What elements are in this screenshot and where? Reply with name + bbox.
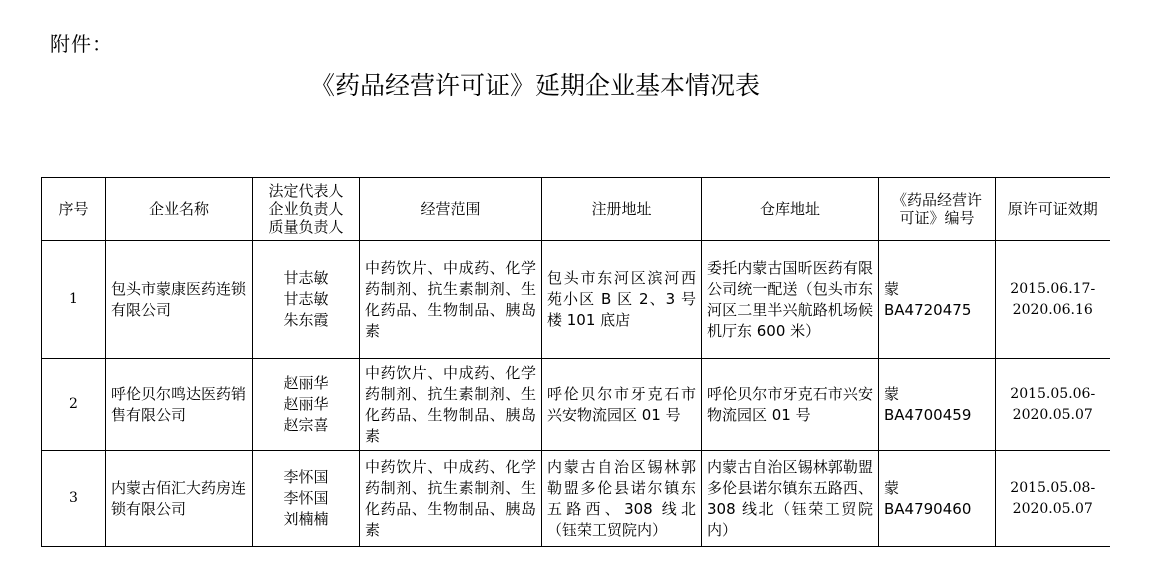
person-name: 赵丽华 xyxy=(283,374,329,392)
cell-license-no: 蒙 BA4720475 xyxy=(879,241,996,359)
person-name: 甘志敏 xyxy=(283,290,329,308)
header-persons xyxy=(253,178,360,241)
cell-scope: 中药饮片、中成药、化学药制剂、抗生素制剂、生化药品、生物制品、胰岛素 xyxy=(360,451,542,547)
cell-company: 包头市蒙康医药连锁有限公司 xyxy=(106,241,253,359)
person-name: 朱东霞 xyxy=(283,311,329,329)
table-row xyxy=(42,451,1110,547)
header-license-line: 可证》编号 xyxy=(899,209,975,227)
validity-start: 2015.05.06- xyxy=(1010,385,1096,402)
cell-seq: 3 xyxy=(42,451,106,547)
header-warehouse: 仓库地址 xyxy=(702,178,879,241)
cell-persons xyxy=(253,359,360,451)
person-name: 刘楠楠 xyxy=(283,510,329,528)
cell-license-no: 蒙 BA4790460 xyxy=(879,451,996,547)
cell-seq: 2 xyxy=(42,359,106,451)
cell-scope: 中药饮片、中成药、化学药制剂、抗生素制剂、生化药品、生物制品、胰岛素 xyxy=(360,359,542,451)
attachment-label: 附件： xyxy=(50,32,113,56)
cell-reg-address: 内蒙古自治区锡林郭勒盟多伦县诺尔镇东五路西、308 线北（钰荣工贸院内） xyxy=(542,451,702,547)
enterprise-info-table xyxy=(41,177,1110,547)
cell-license-no: 蒙 BA4700459 xyxy=(879,359,996,451)
cell-seq: 1 xyxy=(42,241,106,359)
validity-end: 2020.05.07 xyxy=(1012,406,1093,423)
cell-reg-address: 包头市东河区滨河西苑小区 B 区 2、3 号楼 101 底店 xyxy=(542,241,702,359)
table-row xyxy=(42,241,1110,359)
header-license-line: 《药品经营许 xyxy=(891,191,982,209)
validity-end: 2020.06.16 xyxy=(1012,301,1093,318)
cell-company: 内蒙古佰汇大药房连锁有限公司 xyxy=(106,451,253,547)
header-company: 企业名称 xyxy=(106,178,253,241)
person-name: 李怀国 xyxy=(283,468,329,486)
person-name: 赵丽华 xyxy=(283,395,329,413)
person-name: 赵宗喜 xyxy=(283,416,329,434)
cell-persons xyxy=(253,241,360,359)
cell-warehouse: 呼伦贝尔市牙克石市兴安物流园区 01 号 xyxy=(702,359,879,451)
document-title: 《药品经营许可证》延期企业基本情况表 xyxy=(309,71,760,100)
validity-end: 2020.05.07 xyxy=(1012,500,1093,517)
person-name: 李怀国 xyxy=(283,489,329,507)
header-persons-line: 法定代表人 xyxy=(268,182,344,200)
cell-warehouse: 内蒙古自治区锡林郭勒盟多伦县诺尔镇东五路西、308 线北（钰荣工贸院内） xyxy=(702,451,879,547)
header-row xyxy=(42,178,1110,241)
validity-start: 2015.05.08- xyxy=(1010,479,1096,496)
cell-warehouse: 委托内蒙古国昕医药有限公司统一配送（包头市东河区二里半兴航路机场候机厅东 600 米） xyxy=(702,241,879,359)
cell-validity xyxy=(996,451,1110,547)
header-validity: 原许可证效期 xyxy=(996,178,1110,241)
header-reg-address: 注册地址 xyxy=(542,178,702,241)
cell-validity xyxy=(996,241,1110,359)
cell-validity xyxy=(996,359,1110,451)
cell-persons xyxy=(253,451,360,547)
validity-start: 2015.06.17- xyxy=(1010,280,1096,297)
table-row xyxy=(42,359,1110,451)
person-name: 甘志敏 xyxy=(283,269,329,287)
header-persons-line: 质量负责人 xyxy=(268,218,344,236)
header-seq: 序号 xyxy=(42,178,106,241)
cell-scope: 中药饮片、中成药、化学药制剂、抗生素制剂、生化药品、生物制品、胰岛素 xyxy=(360,241,542,359)
cell-reg-address: 呼伦贝尔市牙克石市兴安物流园区 01 号 xyxy=(542,359,702,451)
header-scope: 经营范围 xyxy=(360,178,542,241)
cell-company: 呼伦贝尔鸣达医药销售有限公司 xyxy=(106,359,253,451)
header-license-no xyxy=(879,178,996,241)
header-persons-line: 企业负责人 xyxy=(268,200,344,218)
